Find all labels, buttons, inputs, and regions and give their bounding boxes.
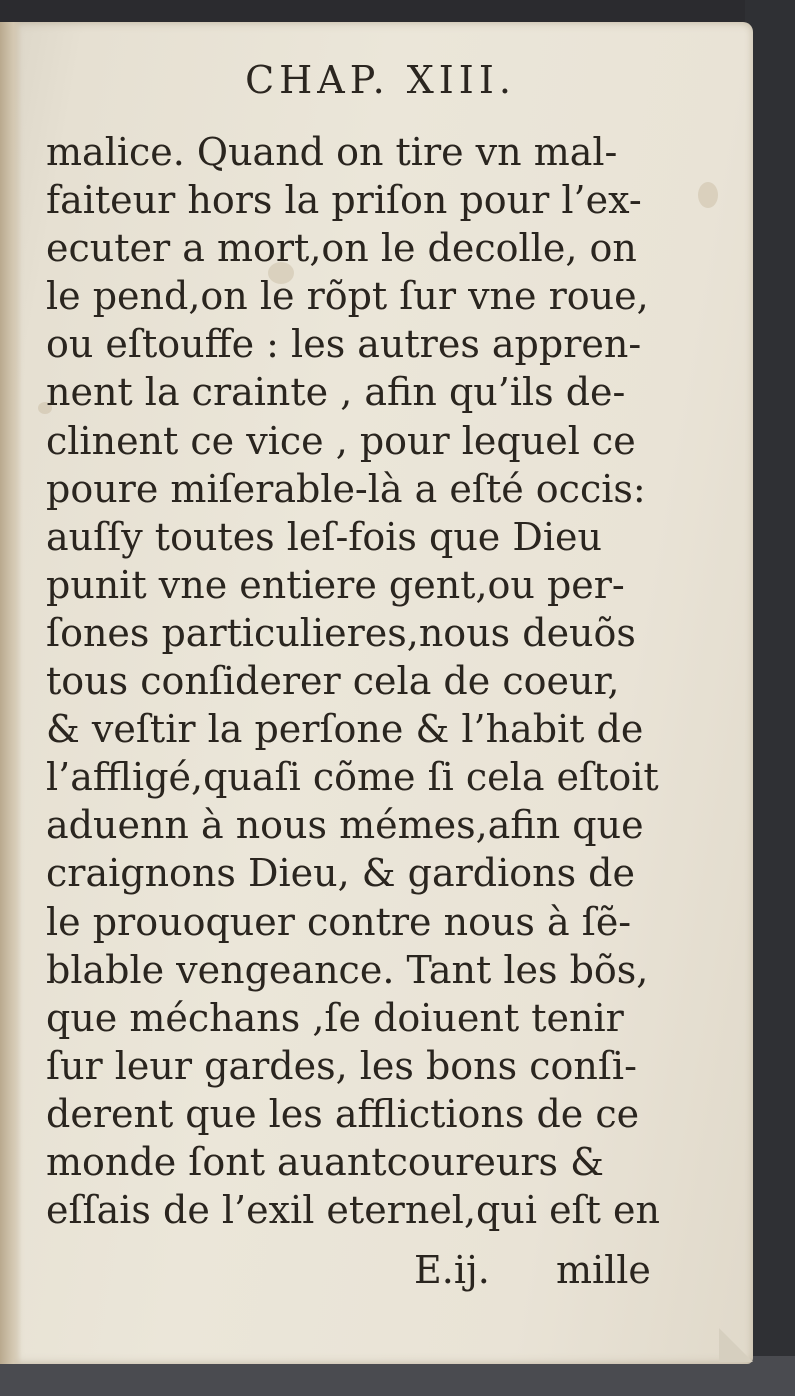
- text-line: blable vengeance. Tant les bõs,: [46, 947, 649, 992]
- text-line: malice. Quand on tire vn mal-: [46, 130, 618, 174]
- text-line: l’affligé,quaſi cõme ſi cela eſtoit: [46, 755, 659, 800]
- text-line: eſſais de l’exil eternel,qui eſt en: [46, 1188, 660, 1233]
- page-binding-edge: [0, 22, 22, 1364]
- text-line: craignons Dieu, & gardions de: [46, 851, 635, 896]
- text-line: derent que les afflictions de ce: [46, 1091, 640, 1136]
- text-line: que méchans ,ſe doiuent tenir: [46, 995, 624, 1040]
- text-line: nent la crainte , afin qu’ils de-: [46, 370, 626, 415]
- chapter-heading: CHAP. XIII.: [245, 58, 516, 102]
- text-line: ou eſtouffe : les autres appren-: [46, 322, 642, 367]
- page-footer: [414, 1248, 651, 1292]
- text-line: ſur leur gardes, les bons conſi-: [46, 1043, 637, 1088]
- catchword: mille: [555, 1248, 651, 1292]
- text-line: ſones particulieres,nous deuõs: [46, 610, 636, 655]
- text-line: aduenn à nous mémes,afin que: [46, 803, 644, 848]
- text-line: poure miſerable-là a eſté occis:: [46, 466, 646, 511]
- text-line: le pend,on le rõpt ſur vne roue,: [46, 274, 649, 319]
- text-line: punit vne entiere gent,ou per-: [46, 562, 625, 607]
- text-line: le prouoquer contre nous à ſẽ-: [46, 899, 632, 944]
- text-line: & veſtir la perſone & l’habit de: [46, 707, 644, 752]
- text-line: monde ſont auantcoureurs &: [46, 1139, 604, 1184]
- text-line: tous conſiderer cela de coeur,: [46, 659, 620, 704]
- page-body-text: [46, 128, 661, 1234]
- signature-mark: E.ij.: [414, 1248, 490, 1292]
- text-line: clinent ce vice , pour lequel ce: [46, 418, 636, 463]
- paper-blemish: [698, 182, 718, 208]
- text-line: faiteur hors la priſon pour l’ex-: [46, 178, 642, 223]
- text-line: auſſy toutes leſ-fois que Dieu: [46, 514, 602, 559]
- text-line: ecuter a mort,on le decolle, on: [46, 226, 637, 271]
- page-corner-fold: [719, 1328, 753, 1362]
